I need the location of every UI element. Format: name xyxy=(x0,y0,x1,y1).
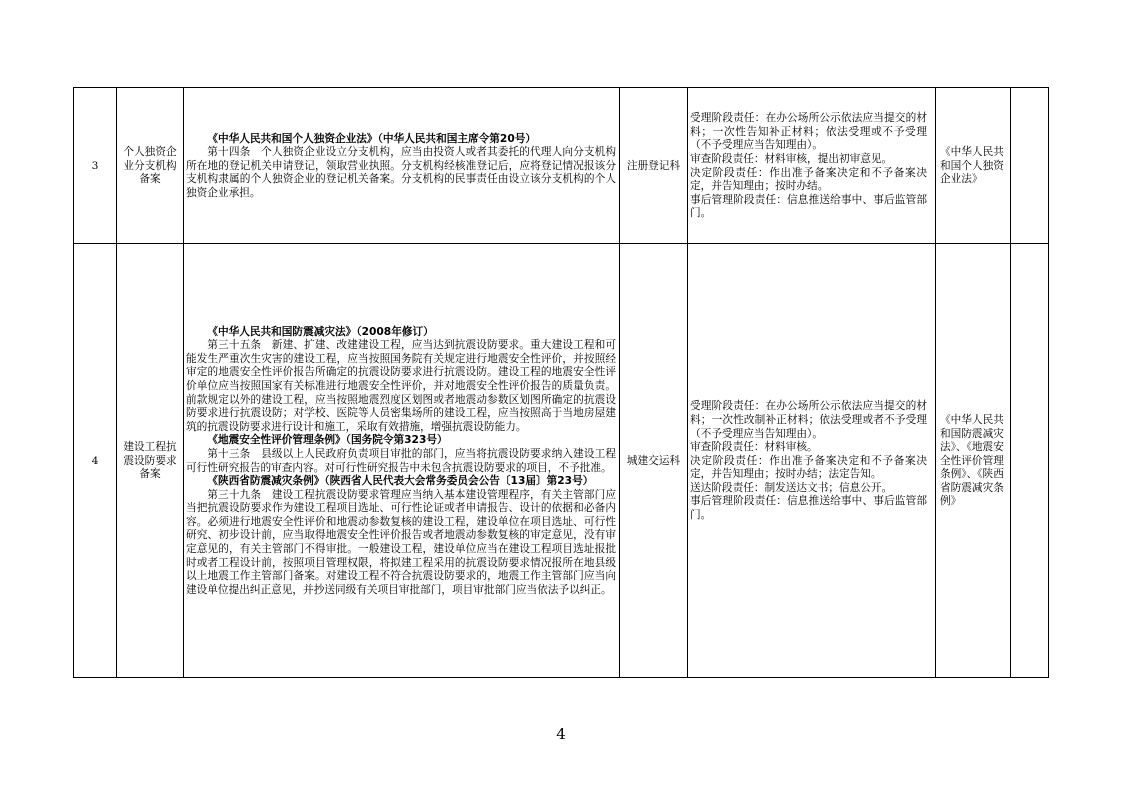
responsibility-table xyxy=(73,87,1049,678)
legal-basis-block xyxy=(186,325,616,597)
legal-basis-cell xyxy=(184,88,620,244)
responsibility-item: 事后管理阶段责任：信息推送给事中、事后监管部门。 xyxy=(690,192,927,220)
responsibility-list xyxy=(690,399,927,521)
responsibility-list xyxy=(690,111,927,220)
item-name: 个人独资企业分支机构备案 xyxy=(123,145,177,186)
row-index: 3 xyxy=(91,158,99,172)
remarks-cell xyxy=(1011,88,1049,244)
basis-short: 《中华人民共和国个人独资企业法》 xyxy=(940,145,1004,186)
legal-basis-cell xyxy=(184,244,620,678)
responsibility-item: 受理阶段责任：在办公场所公示依法应当提交的材料；一次性改制补正材料；依法受理或者不予受理（不予受理应当告知理由）。 xyxy=(690,399,927,440)
department-cell xyxy=(620,88,688,244)
responsibility-item: 受理阶段责任：在办公场所公示依法应当提交的材料；一次性告知补正材料；依法受理或不予受理（不予受理应当告知理由）。 xyxy=(690,111,927,152)
basis-title: 《中华人民共和国防震减灾法》（2008年修订） xyxy=(207,324,434,338)
basis-paragraph: 第三十五条 新建、扩建、改建建设工程，应当达到抗震设防要求。重大建设工程和可能发生严重次生灾害的建设工程，应当按照国务院有关规定进行地震安全性评价，并按照经审定的地震安全性评价报告所确定的抗震设防要求进行抗震设防。建设工程的地震安全性评价单位应当按照国家有关标准进行地震安全性评价，并对地震安全性评价报告的质量负责。前款规定以外的建设工程，应当按照地震烈度区划图或者地震动参数区划图所确定的抗震设防要求进行抗震设防；对学校、医院等人员密集场所的建设工程，应当按照高于当地房屋建筑的抗震设防要求进行设计和施工，采取有效措施，增强抗震设防能力。 xyxy=(186,338,616,433)
responsibility-cell xyxy=(688,88,936,244)
responsibility-item: 决定阶段责任：作出准予备案决定和不予备案决定，并告知理由；按时办结。 xyxy=(690,165,927,193)
remarks-cell xyxy=(1011,244,1049,678)
responsibility-cell xyxy=(688,244,936,678)
basis-paragraph: 第十三条 县级以上人民政府负责项目审批的部门，应当将抗震设防要求纳入建设工程可行性研究报告的审查内容。对可行性研究报告中未包含抗震设防要求的项目，不予批准。 xyxy=(186,446,616,474)
department-name: 注册登记科 xyxy=(626,158,681,172)
row-index: 4 xyxy=(91,453,99,467)
item-name-cell xyxy=(117,244,184,678)
department-cell xyxy=(620,244,688,678)
legal-basis-block xyxy=(186,132,616,200)
basis-short: 《中华人民共和国防震减灾法》、《地震安全性评价管理条例》、《陕西省防震减灾条例》 xyxy=(940,412,1004,508)
page-number: 4 xyxy=(556,725,566,743)
responsibility-item: 事后管理阶段责任：信息推送给事中、事后监管部门。 xyxy=(690,494,927,522)
basis-short-cell xyxy=(936,88,1011,244)
responsibility-item: 审查阶段责任：材料审核，提出初审意见。 xyxy=(690,151,893,165)
basis-title: 《陕西省防震减灾条例》（陕西省人民代表大会常务委员会公告〔13届〕第23号） xyxy=(207,474,594,488)
responsibility-item: 审查阶段责任：材料审核。 xyxy=(690,440,818,454)
item-name: 建设工程抗震设防要求备案 xyxy=(123,440,177,481)
basis-paragraph: 第三十九条 建设工程抗震设防要求管理应当纳入基本建设管理程序，有关主管部门应当把抗震设防要求作为建设工程项目选址、可行性论证或者申请报告、设计的依据和必备内容。必须进行地震安全性评价和地震动参数复核的建设工程，建设单位在项目选址、可行性研究、初步设计前，应当取得地震安全性评价报告或者地震动参数复核的审定意见，没有审定意见的，有关主管部门不得审批。一般建设工程，建设单位应当在建设工程项目选址报批时或者工程设计前，按照项目管理权限，将拟建工程采用的抗震设防要求情况报所在地县级以上地震工作主管部门备案。对建设工程不符合抗震设防要求的，地震工作主管部门应当向建设单位提出纠正意见，并抄送同级有关项目审批部门，项目审批部门应当依法予以纠正。 xyxy=(186,487,616,596)
basis-title: 《地震安全性评价管理条例》（国务院令第323号） xyxy=(207,433,448,447)
row-index-cell xyxy=(74,244,117,678)
row-index-cell xyxy=(74,88,117,244)
department-name: 城建交运科 xyxy=(626,453,681,467)
responsibility-item: 决定阶段责任：作出准予备案决定和不予备案决定，并告知理由；按时办结；法定告知。 xyxy=(690,453,927,481)
basis-short-cell xyxy=(936,244,1011,678)
basis-title: 《中华人民共和国个人独资企业法》（中华人民共和国主席令第20号） xyxy=(207,131,536,145)
basis-paragraph: 第十四条 个人独资企业设立分支机构，应当由投资人或者其委托的代理人向分支机构所在地的登记机关申请登记，领取营业执照。分支机构经核准登记后，应将登记情况报该分支机构隶属的个人独资企业的登记机关备案。分支机构的民事责任由设立该分支机构的个人独资企业承担。 xyxy=(186,145,616,199)
item-name-cell xyxy=(117,88,184,244)
responsibility-item: 送达阶段责任：制发送达文书；信息公开。 xyxy=(690,480,893,494)
